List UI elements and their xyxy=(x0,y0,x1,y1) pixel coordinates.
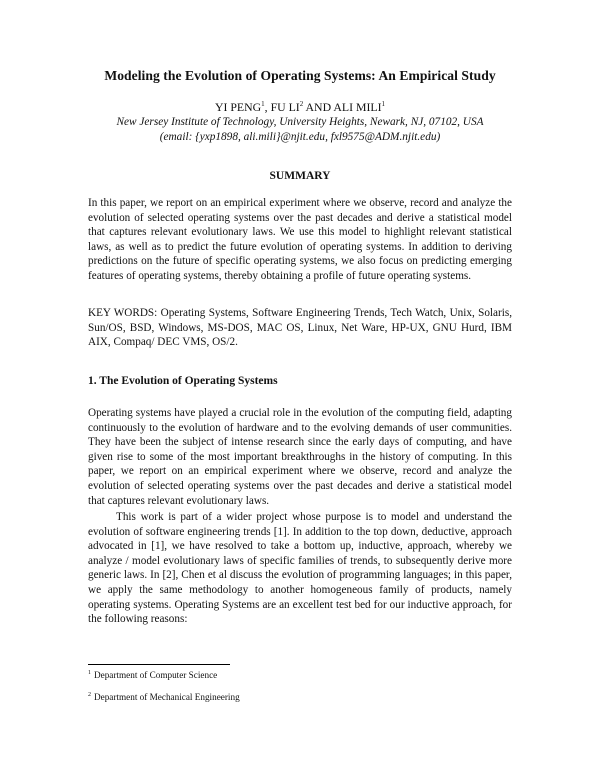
footnote-text: Department of Mechanical Engineering xyxy=(94,692,240,702)
author-separator: , xyxy=(264,100,271,114)
footnote xyxy=(88,692,240,702)
summary-paragraph: In this paper, we report on an empirical experiment where we observe, record and analyze the evolution of selected operating systems over the past decades and derive a statistical model that captures relevant evolutionary laws. We use this model to highlight relevant statistical laws, as well as to predict the future evolution of operating systems. In addition to deriving predictions on the future of specific operating systems, we also focus on predicting emerging features of operating systems, thereby obtaining a profile of future operating systems. xyxy=(88,197,512,282)
paper-title: Modeling the Evolution of Operating Systems: An Empirical Study xyxy=(104,68,496,83)
footnote xyxy=(88,670,217,680)
author-line xyxy=(0,100,600,115)
body-paragraph: Operating systems have played a crucial role in the evolution of the computing field, adapting continuously to the evolution of hardware and to the evolving demands of user communities. They have been the subject of intense research since the early days of computing, and have given rise to some of the most important breakthroughs in the history of computing. In this paper, we report on an empirical experiment where we observe, record and analyze the evolution of selected operating systems over the past decades and derive a statistical model that captures relevant evolutionary laws. xyxy=(88,407,512,507)
author-name: ALI MILI xyxy=(333,100,382,114)
footnote-divider xyxy=(88,664,230,665)
summary-heading: SUMMARY xyxy=(269,170,331,182)
footnote-mark: 2 xyxy=(88,692,91,698)
footnote-text: Department of Computer Science xyxy=(94,670,218,680)
affiliation-mark: 2 xyxy=(299,100,304,108)
footnote-mark: 1 xyxy=(88,670,91,676)
affiliation: New Jersey Institute of Technology, University Heights, Newark, NJ, 07102, USA xyxy=(116,116,484,128)
author-name: FU LI xyxy=(270,100,300,114)
author-emails: (email: {yxp1898, ali.mili}@njit.edu, fxl9575@ADM.njit.edu) xyxy=(159,131,441,143)
section-heading: 1. The Evolution of Operating Systems xyxy=(88,375,278,387)
author-name: YI PENG xyxy=(214,100,262,114)
body-paragraph: This work is part of a wider project whose purpose is to model and understand the evolution of software engineering trends [1]. In addition to the top down, deductive, approach advocated in [1], we have resolved to take a bottom up, inductive, approach, whereby we analyze / model evolutionary laws of specific families of trends, to subsequently derive more generic laws. In [2], Chen et al discuss the evolution of programming languages; in this paper, we apply the same methodology to another homogeneous family of products, namely operating systems. Operating Systems are an excellent test bed for our inductive approach, for the following reasons: xyxy=(88,511,512,626)
affiliation-mark: 1 xyxy=(381,100,386,108)
author-separator: AND xyxy=(303,100,334,114)
affiliation-mark: 1 xyxy=(261,100,265,108)
keywords-paragraph: KEY WORDS: Operating Systems, Software Engineering Trends, Tech Watch, Unix, Solaris, Sun/OS, BSD, Windows, MS-DOS, MAC OS, Linux, Net Ware, HP-UX, GNU Hurd, IBM AIX, Compaq/ DEC VMS, OS/2. xyxy=(88,307,512,349)
